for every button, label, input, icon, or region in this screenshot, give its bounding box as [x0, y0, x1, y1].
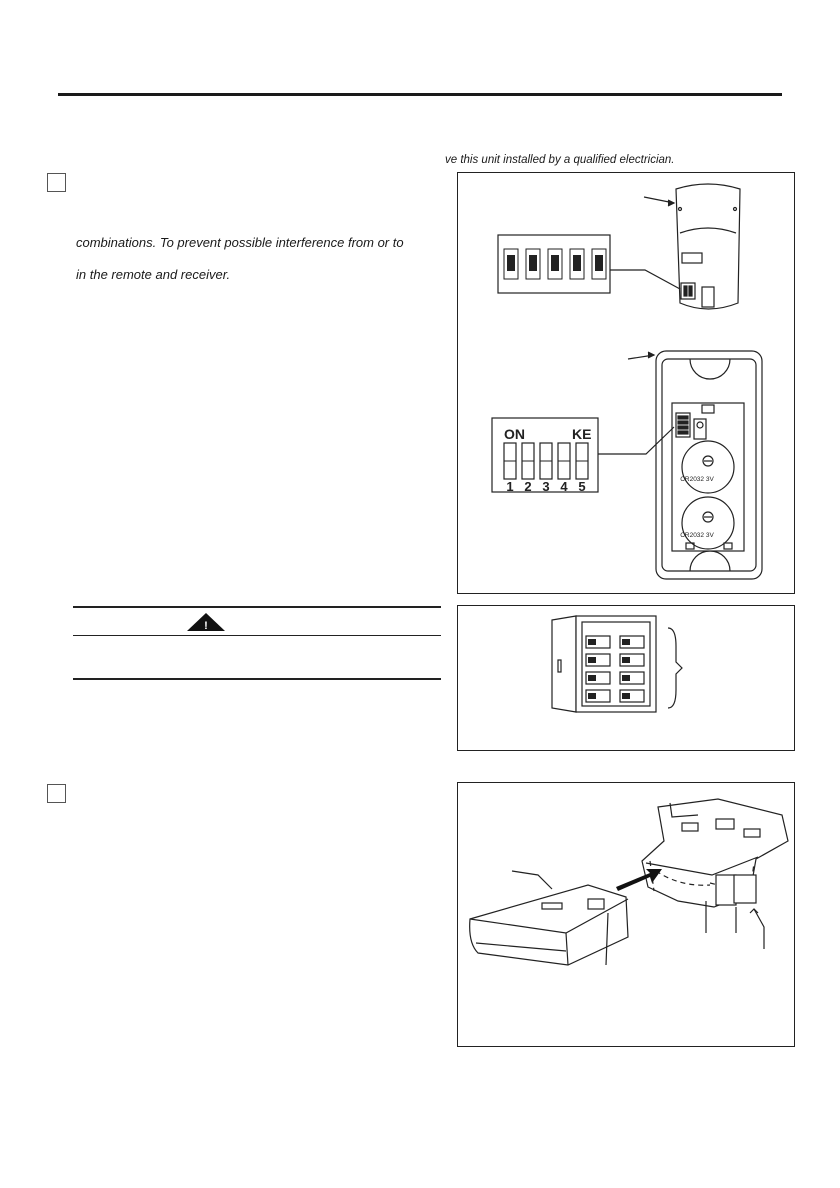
- receiver-install-figure: [457, 782, 795, 1047]
- dip-number-2: 2: [524, 479, 532, 494]
- remote-dip-inset: [498, 235, 610, 293]
- breaker-figure: [457, 605, 795, 751]
- breaker-panel-illustration: [458, 606, 794, 750]
- dip-number-1: 1: [506, 479, 514, 494]
- battery-top-label: CR2032 3V: [680, 476, 714, 483]
- step-a-text-line1: combinations. To prevent possible interference from or to: [76, 235, 404, 250]
- dip-number-4: 4: [560, 479, 568, 494]
- header-rule: [58, 93, 782, 96]
- receiver-housing-drawing: [598, 351, 762, 579]
- step-a-checkbox[interactable]: [47, 173, 66, 192]
- remote-back-drawing: [610, 184, 740, 309]
- receiver-install-illustration: [458, 783, 794, 1046]
- warning-triangle-icon: [186, 612, 226, 632]
- step-a-text-line2: in the remote and receiver.: [76, 267, 231, 282]
- dip-on-label: ON: [504, 426, 525, 442]
- installation-note: ve this unit installed by a qualified electrician.: [445, 154, 675, 166]
- dip-number-5: 5: [578, 479, 586, 494]
- svg-text:!: !: [204, 620, 208, 632]
- step-b-checkbox[interactable]: [47, 784, 66, 803]
- dip-ke-label: KE: [572, 426, 592, 442]
- warning-divider: [73, 635, 441, 636]
- battery-bottom-label: CR2032 3V: [680, 532, 714, 539]
- dip-number-3: 3: [542, 479, 550, 494]
- warning-box: [73, 606, 441, 680]
- dip-switch-illustration: [458, 173, 794, 593]
- dip-switch-figure: [457, 172, 795, 594]
- receiver-dip-inset: [492, 418, 598, 494]
